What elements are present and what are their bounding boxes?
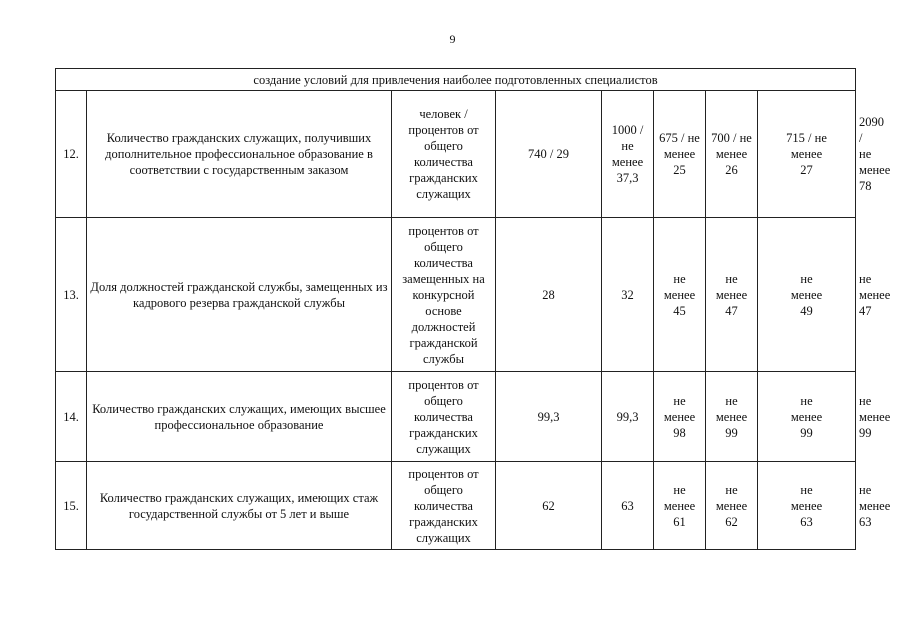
value-cell: не менее 99	[706, 372, 758, 462]
page-number: 9	[449, 32, 456, 46]
indicator-description: Доля должностей гражданской службы, замещенных из кадрового резерва гражданской службы	[87, 218, 392, 372]
table-row: 13. Доля должностей гражданской службы, замещенных из кадрового резерва гражданской службы процентов от общего количества замещенных на конкурсной основе должностей гражданской службы 28 32 не менее 45 не менее 47 не менее 49 не менее 47	[56, 218, 856, 372]
row-number: 15.	[56, 462, 87, 550]
unit-cell: процентов от общего количества замещенных на конкурсной основе должностей гражданской службы	[392, 218, 496, 372]
unit-cell: человек / процентов от общего количества гражданских служащих	[392, 91, 496, 218]
value-cell: не менее 99	[758, 372, 856, 462]
unit-cell: процентов от общего количества гражданских служащих	[392, 462, 496, 550]
value-cell: 32	[602, 218, 654, 372]
value-cell: 63	[602, 462, 654, 550]
value-cell: не менее 62	[706, 462, 758, 550]
value-cell: не менее 49	[758, 218, 856, 372]
section-row	[56, 69, 856, 91]
section-title: создание условий для привлечения наиболее подготовленных специалистов	[56, 69, 856, 91]
table-row: 14. Количество гражданских служащих, имеющих высшее профессиональное образование процентов от общего количества гражданских служащих 99,3 99,3 не менее 98 не менее 99 не менее 99 не менее 99	[56, 372, 856, 462]
value-cell: 740 / 29	[496, 91, 602, 218]
indicator-description: Количество гражданских служащих, получивших дополнительное профессиональное образование в соответствии с государственным заказом	[87, 91, 392, 218]
table-row: 12. Количество гражданских служащих, получивших дополнительное профессиональное образование в соответствии с государственным заказом человек / процентов от общего количества гражданских служащих 740 / 29 1000 / не менее 37,3 675 / не менее 25 700 / не менее 26 715 / не менее 27 2090 / не менее 78	[56, 91, 856, 218]
unit-cell: процентов от общего количества гражданских служащих	[392, 372, 496, 462]
value-cell: не менее 47	[706, 218, 758, 372]
value-cell: 700 / не менее 26	[706, 91, 758, 218]
value-cell: 715 / не менее 27	[758, 91, 856, 218]
row-number: 14.	[56, 372, 87, 462]
table-row: 15. Количество гражданских служащих, имеющих стаж государственной службы от 5 лет и выше процентов от общего количества гражданских служащих 62 63 не менее 61 не менее 62 не менее 63 не менее 63	[56, 462, 856, 550]
value-cell: 28	[496, 218, 602, 372]
value-cell: 99,3	[602, 372, 654, 462]
value-cell: 675 / не менее 25	[654, 91, 706, 218]
indicators-table	[55, 68, 891, 550]
value-cell: 99,3	[496, 372, 602, 462]
indicator-description: Количество гражданских служащих, имеющих высшее профессиональное образование	[87, 372, 392, 462]
value-cell: 62	[496, 462, 602, 550]
row-number: 12.	[56, 91, 87, 218]
value-cell: не менее 45	[654, 218, 706, 372]
indicator-description: Количество гражданских служащих, имеющих стаж государственной службы от 5 лет и выше	[87, 462, 392, 550]
value-cell: 1000 / не менее 37,3	[602, 91, 654, 218]
value-cell: не менее 61	[654, 462, 706, 550]
row-number: 13.	[56, 218, 87, 372]
value-cell: не менее 98	[654, 372, 706, 462]
value-cell: не менее 63	[758, 462, 856, 550]
